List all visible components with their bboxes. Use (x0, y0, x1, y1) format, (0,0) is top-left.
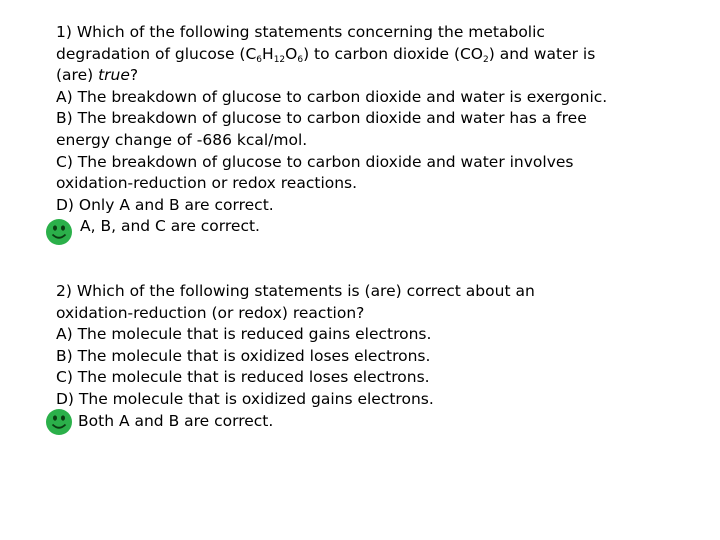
option-a: A) The molecule that is reduced gains electrons. (56, 325, 432, 344)
subscript-h: 12 (273, 54, 286, 65)
stem-italic-word: true (98, 66, 130, 85)
subscript-co2: 2 (483, 54, 489, 65)
option-c: C) The breakdown of glucose to carbon dioxide and water involves (56, 152, 574, 171)
question-1-stem-line-1: 1) Which of the following statements concerning the metabolic (56, 23, 545, 41)
stem-text: degradation of glucose (C (56, 44, 257, 63)
option-b: B) The breakdown of glucose to carbon dioxide and water has a free (56, 109, 587, 128)
smiley-face-icon (45, 408, 73, 436)
stem-text: ) to carbon dioxide (CO (303, 44, 484, 63)
stem-text: ? (129, 66, 139, 85)
option-d: D) The molecule that is oxidized gains electrons. (56, 389, 434, 408)
option-b: B) The molecule that is oxidized loses electrons. (56, 346, 431, 365)
question-2-stem-line-2: oxidation-reduction (or redox) reaction? (56, 303, 365, 322)
element-o: O (285, 44, 298, 63)
question-2 (56, 281, 696, 432)
question-1 (56, 22, 696, 238)
question-1-stem-line-2 (56, 44, 696, 66)
option-c: C) The molecule that is reduced loses electrons. (56, 368, 430, 387)
option-d: D) Only A and B are correct. (56, 195, 274, 214)
question-2-stem-line-1: 2) Which of the following statements is (are) correct about an (56, 282, 535, 300)
subscript-c: 6 (256, 54, 263, 65)
subscript-o: 6 (297, 54, 304, 65)
option-e: A, B, and C are correct. (80, 217, 260, 236)
stem-text: ) and water is (488, 44, 596, 63)
option-e: Both A and B are correct. (78, 411, 274, 430)
option-c-continued: oxidation-reduction or redox reactions. (56, 174, 358, 193)
option-b-continued: energy change of -686 kcal/mol. (56, 130, 308, 149)
smiley-face-icon (45, 218, 73, 246)
stem-text: (are) (56, 66, 99, 85)
option-a: A) The breakdown of glucose to carbon dioxide and water is exergonic. (56, 87, 608, 106)
question-1-stem-line-3 (56, 65, 696, 87)
element-h: H (262, 44, 274, 63)
